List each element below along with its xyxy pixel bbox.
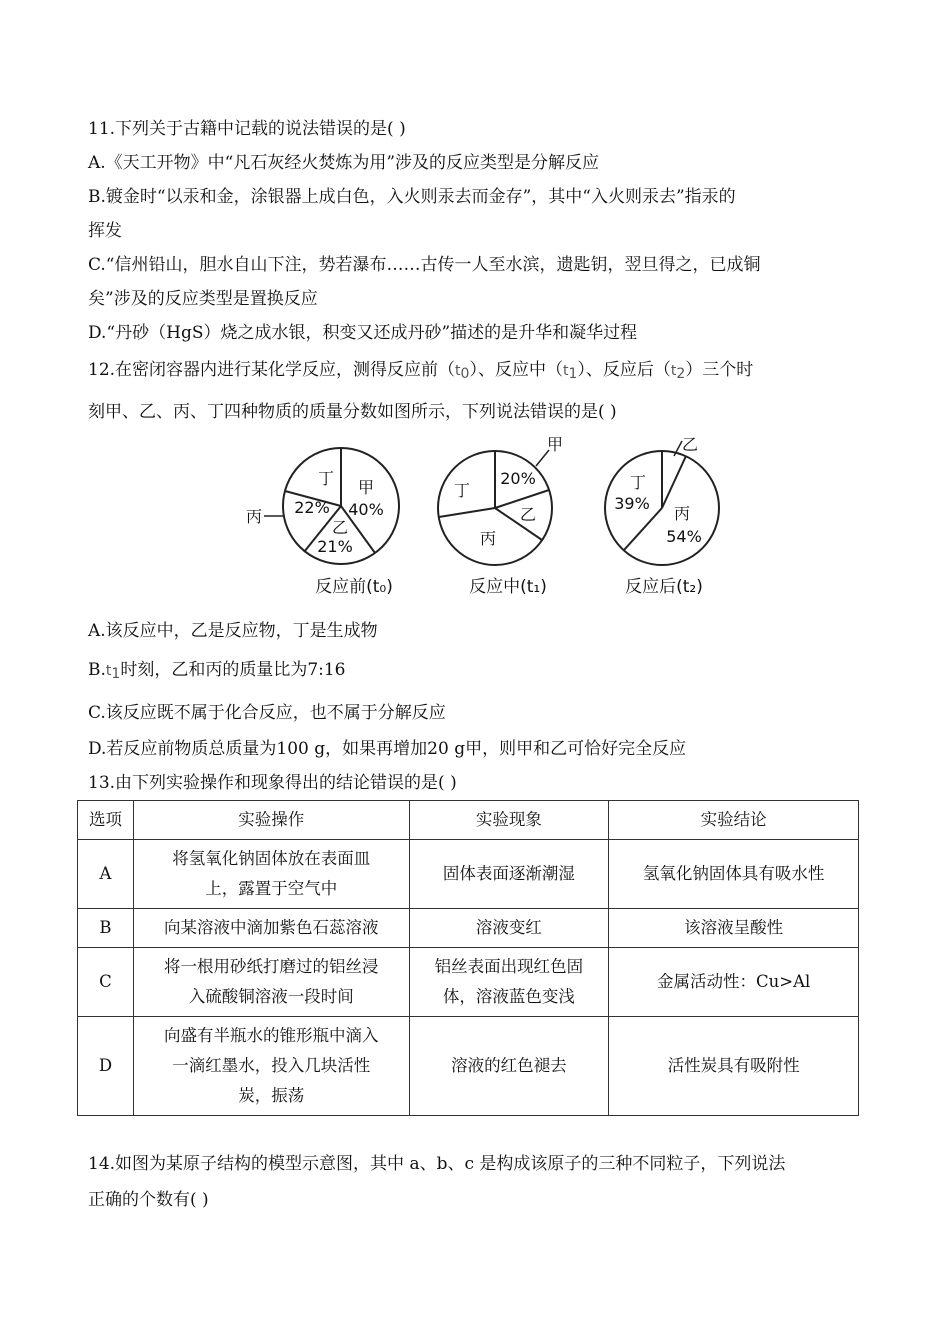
phenomenon-cell: 铝丝表面出现红色固 体，溶液蓝色变浅 — [409, 948, 609, 1017]
q14-stem-line2: 正确的个数有( ) — [88, 1190, 209, 1210]
pie-after-caption: 反应后(t₂) — [625, 577, 703, 597]
pie-before-caption: 反应前(t₀) — [315, 577, 393, 597]
conclusion-cell: 氢氧化钠固体具有吸水性 — [609, 840, 859, 909]
conclusion-cell: 金属活动性：Cu>Al — [609, 948, 859, 1017]
pie-before-ding-label: 22% — [294, 498, 330, 517]
operation-cell: 将氢氧化钠固体放在表面皿 上，露置于空气中 — [133, 840, 409, 909]
q12-option-c: C.该反应既不属于化合反应，也不属于分解反应 — [88, 703, 446, 723]
pie-chart-after — [598, 436, 768, 597]
pie-before-yi-name: 乙 — [331, 518, 349, 537]
table-row — [78, 1017, 859, 1116]
table-header-row — [78, 801, 859, 840]
pie-before-ding-name: 丁 — [317, 469, 335, 488]
pie-charts-figure — [88, 436, 858, 604]
pie-during-ding-name: 丁 — [453, 481, 471, 500]
phenomenon-cell: 溶液的红色褪去 — [409, 1017, 609, 1116]
pie-after-ding-label: 39% — [614, 494, 650, 513]
q12-option-a: A.该反应中，乙是反应物，丁是生成物 — [88, 621, 378, 641]
conclusion-cell: 该溶液呈酸性 — [609, 909, 859, 948]
q14-stem-line1: 14.如图为某原子结构的模型示意图，其中 a、b、c 是构成该原子的三种不同粒子，下列说法 — [88, 1154, 786, 1174]
option-cell: C — [78, 948, 134, 1017]
q11-option-b-line1: B.镀金时“以汞和金，涂银器上成白色，入火则汞去而金存”，其中“入火则汞去”指汞的 — [88, 187, 736, 207]
pie-chart-before — [244, 436, 424, 597]
pie-svg-after — [598, 436, 768, 576]
operation-cell: 向盛有半瓶水的锥形瓶中滴入 一滴红墨水，投入几块活性 炭，振荡 — [133, 1017, 409, 1116]
q13-table — [77, 800, 859, 1116]
table-header-cell: 实验结论 — [609, 801, 859, 840]
pie-before-jia-name: 甲 — [357, 478, 375, 497]
pie-before-yi-label: 21% — [317, 537, 353, 556]
q12-option-b: $B.t_1$时刻，乙和丙的质量比为7:16 — [88, 660, 346, 682]
pie-svg-before — [244, 436, 424, 576]
table-header-cell: 实验现象 — [409, 801, 609, 840]
option-cell: D — [78, 1017, 134, 1116]
pie-during-caption: 反应中(t₁) — [469, 577, 547, 597]
q11-option-d: D.“丹砂（HgS）烧之成水银，积变又还成丹砂”描述的是升华和凝华过程 — [88, 323, 638, 343]
document-page — [88, 112, 858, 1218]
q12-stem-line2: 刻甲、乙、丙、丁四种物质的质量分数如图所示，下列说法错误的是( ) — [88, 402, 617, 422]
option-cell: B — [78, 909, 134, 948]
q11-option-a: A.《天工开物》中“凡石灰经火焚炼为用”涉及的反应类型是分解反应 — [88, 153, 600, 173]
table-header-cell: 实验操作 — [133, 801, 409, 840]
pie-during-jia-name: 甲 — [546, 436, 564, 454]
pie-before-jia-label: 40% — [348, 500, 384, 519]
phenomenon-cell: 固体表面逐渐潮湿 — [409, 840, 609, 909]
q12-stem-line1: 12.在密闭容器内进行某化学反应，测得反应前$(t_0)$、反应中$(t_1)$、反应后$(t_2)$三个时 — [88, 360, 754, 382]
pie-after-ding-name: 丁 — [629, 473, 647, 492]
pie-during-bing-name: 丙 — [479, 529, 497, 548]
q11-option-b-line2: 挥发 — [88, 221, 122, 241]
pie-during-jia-label: 20% — [500, 469, 536, 488]
table-row — [78, 840, 859, 909]
operation-cell: 向某溶液中滴加紫色石蕊溶液 — [133, 909, 409, 948]
option-cell: A — [78, 840, 134, 909]
q13-stem: 13.由下列实验操作和现象得出的结论错误的是( ) — [88, 773, 457, 793]
q11-stem: 11.下列关于古籍中记载的说法错误的是( ) — [88, 119, 406, 139]
q12-option-d: D.若反应前物质总质量为100 g，如果再增加20 g甲，则甲和乙可恰好完全反应 — [88, 739, 687, 759]
pie-svg-during — [428, 436, 598, 576]
table-row — [78, 909, 859, 948]
pie-during-yi-name: 乙 — [519, 505, 537, 524]
operation-cell: 将一根用砂纸打磨过的铝丝浸 入硫酸铜溶液一段时间 — [133, 948, 409, 1017]
pie-after-bing-name: 丙 — [673, 504, 691, 523]
table-header-cell: 选项 — [78, 801, 134, 840]
pie-before-bing-name: 丙 — [245, 507, 263, 526]
pie-after-yi-name: 乙 — [681, 436, 699, 454]
conclusion-cell: 活性炭具有吸附性 — [609, 1017, 859, 1116]
pie-chart-during — [428, 436, 598, 597]
phenomenon-cell: 溶液变红 — [409, 909, 609, 948]
table-row — [78, 948, 859, 1017]
q11-option-c-line2: 矣”涉及的反应类型是置换反应 — [88, 289, 318, 309]
q11-option-c-line1: C.“信州铅山，胆水自山下注，势若瀑布……古传一人至水滨，遗匙钥，翌旦得之，已成铜 — [88, 255, 761, 275]
pie-after-bing-label: 54% — [666, 527, 702, 546]
